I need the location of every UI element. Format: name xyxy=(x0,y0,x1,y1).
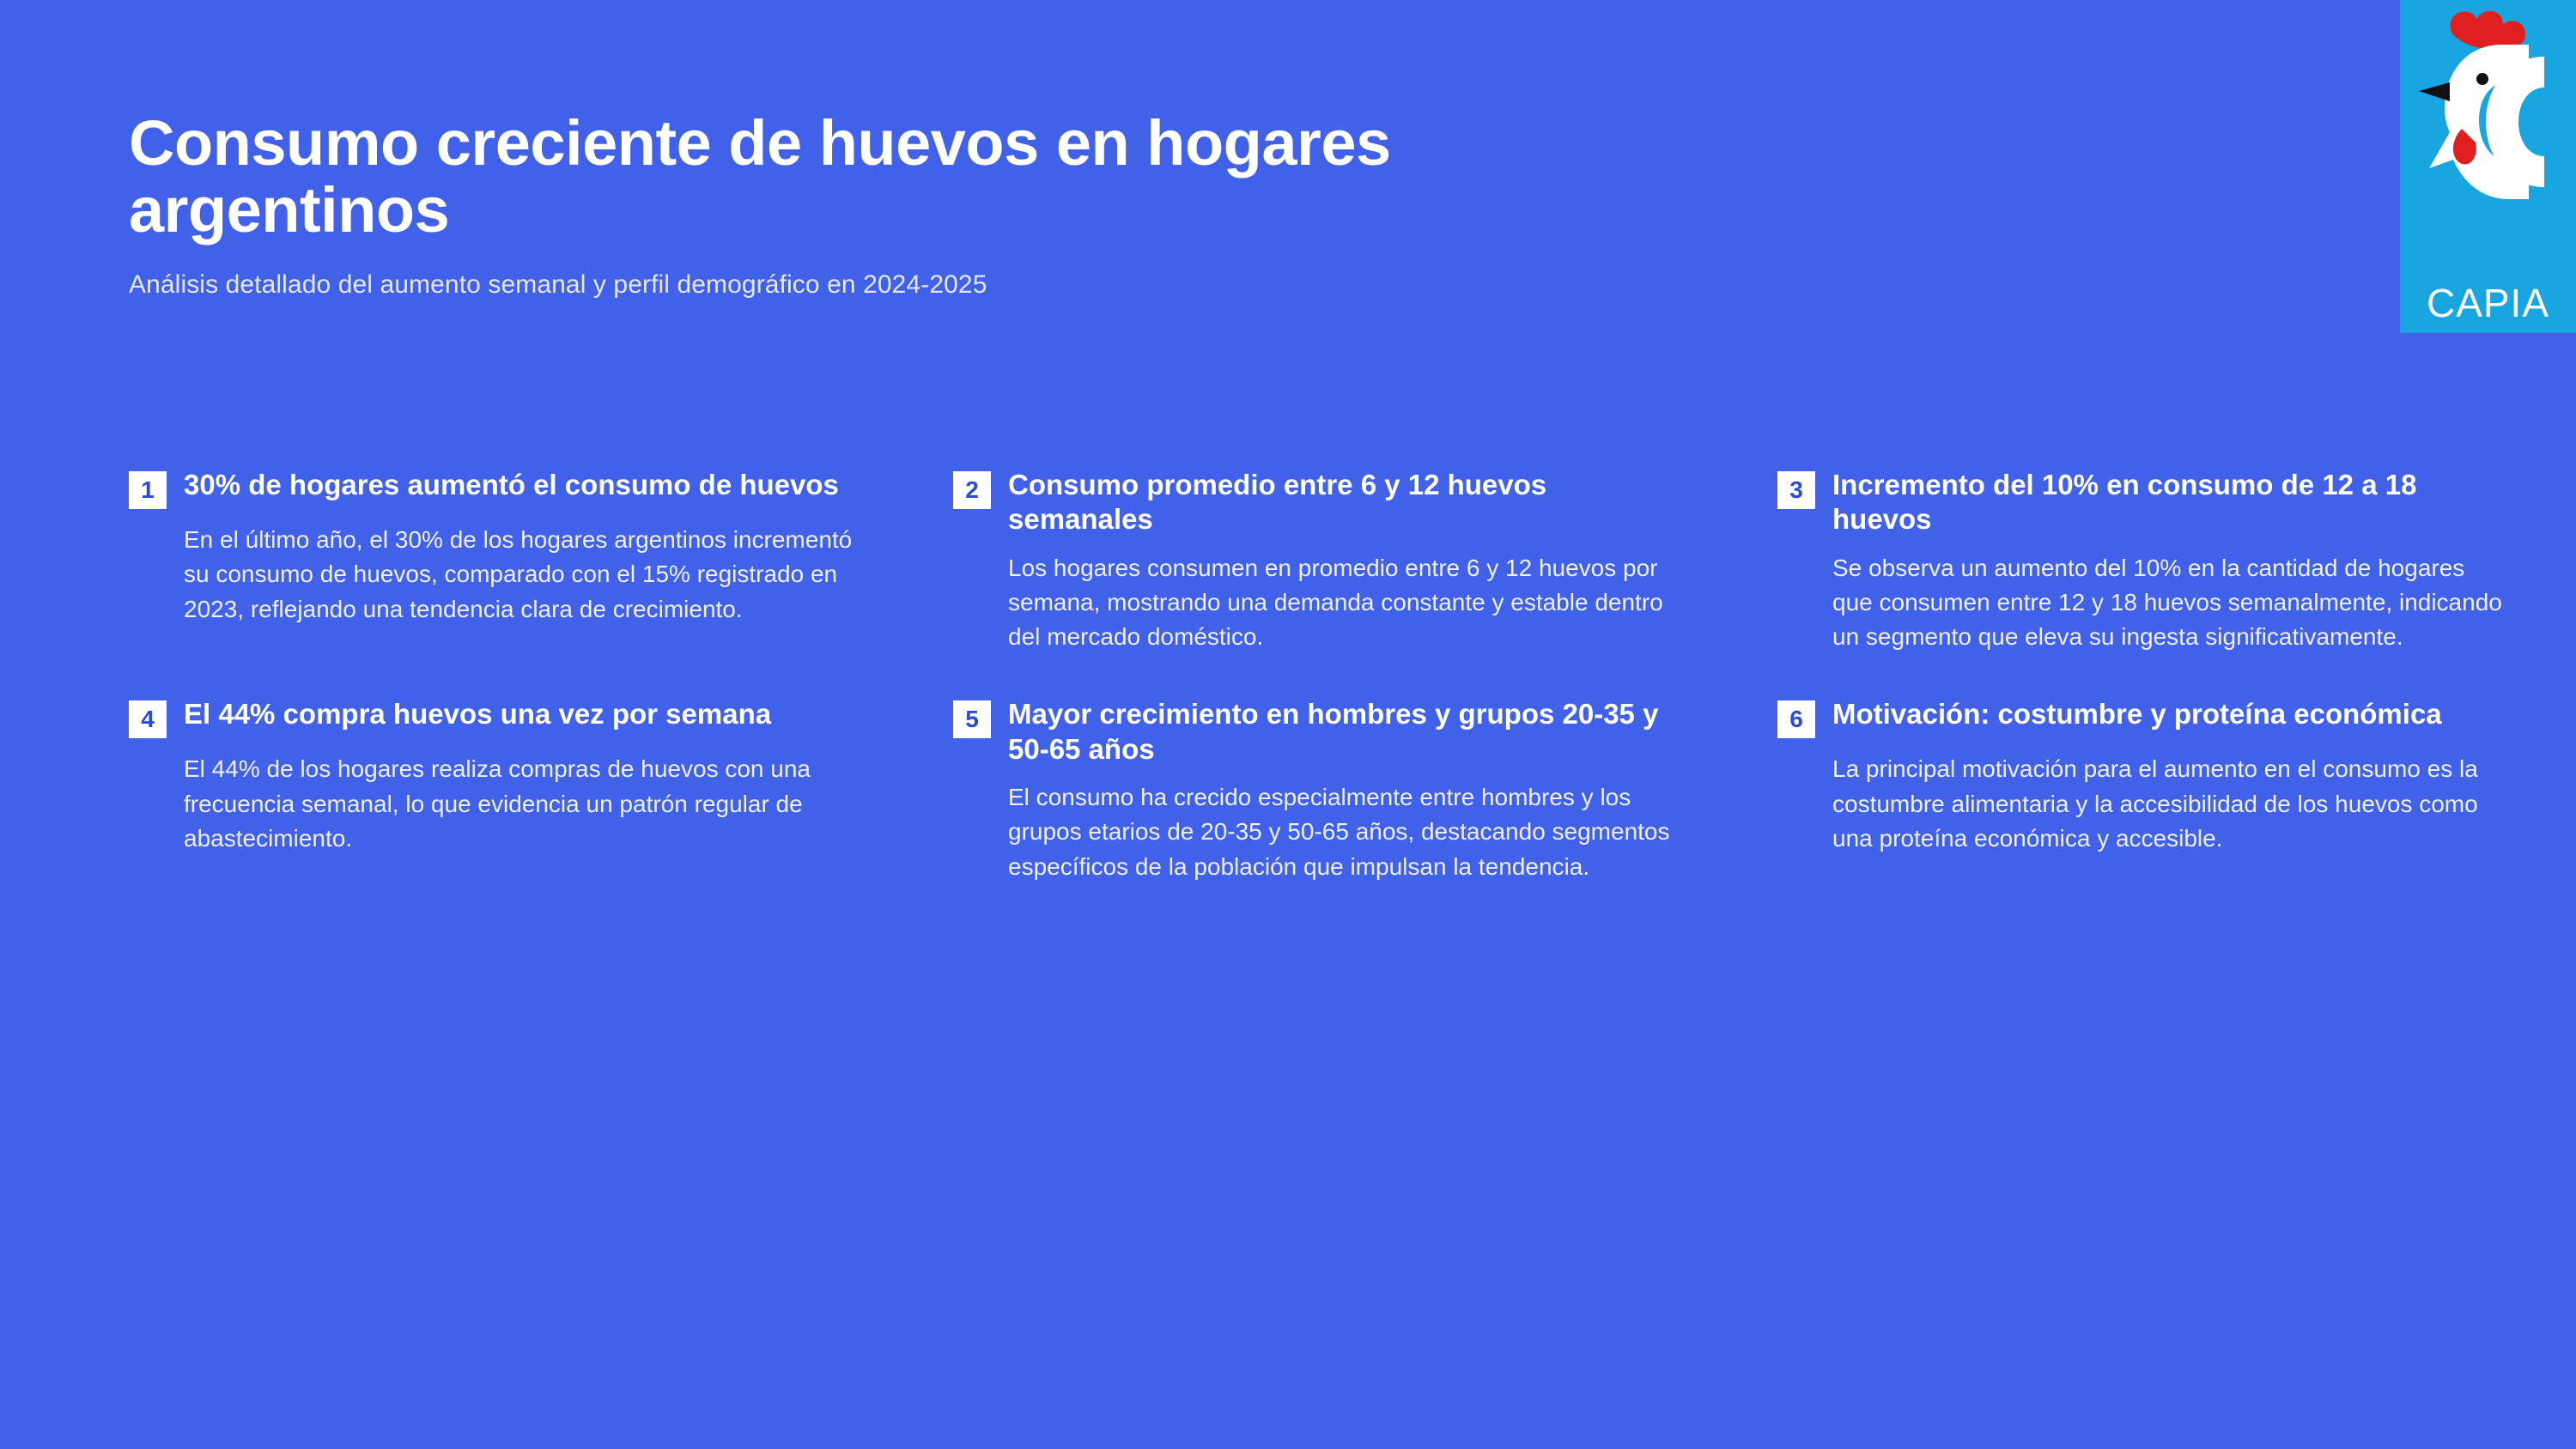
card-number-badge: 3 xyxy=(1777,471,1815,509)
card-title: 30% de hogares aumentó el consumo de huevos xyxy=(184,469,839,500)
insight-card xyxy=(953,697,1692,883)
card-header xyxy=(953,468,1692,537)
card-title: Motivación: costumbre y proteína económica xyxy=(1832,698,2442,731)
insight-card xyxy=(953,468,1692,654)
card-title: Incremento del 10% en consumo de 12 a 18 huevos xyxy=(1832,469,2417,536)
insight-grid xyxy=(129,468,2502,884)
card-header xyxy=(129,468,867,509)
insight-card xyxy=(129,697,867,883)
card-body: El consumo ha crecido especialmente entre hombres y los grupos etarios de 20-35 y 50-65 años, destacando segmentos específicos de la población que impulsan la tendencia. xyxy=(1008,783,1670,880)
card-number-badge: 2 xyxy=(953,471,991,509)
card-header xyxy=(1777,468,2516,537)
card-header xyxy=(953,697,1692,767)
card-body: La principal motivación para el aumento en el consumo es la costumbre alimentaria y la accesibilidad de los huevos como una proteína económica y accesible. xyxy=(1832,755,2478,852)
card-title: Mayor crecimiento en hombres y grupos 20-35 y 50-65 años xyxy=(1008,698,1659,765)
rooster-icon xyxy=(2400,0,2576,292)
card-body: En el último año, el 30% de los hogares argentinos incrementó su consumo de huevos, comparado con el 15% registrado en 2023, reflejando una tendencia clara de crecimiento. xyxy=(184,526,853,622)
capia-logo xyxy=(2400,0,2576,333)
card-number-badge: 1 xyxy=(129,471,167,509)
card-number-badge: 4 xyxy=(129,700,167,738)
card-body: Los hogares consumen en promedio entre 6 y 12 huevos por semana, mostrando una demanda constante y estable dentro del mercado doméstico. xyxy=(1008,554,1663,651)
header xyxy=(129,107,1760,300)
page-subtitle: Análisis detallado del aumento semanal y perfil demográfico en 2024-2025 xyxy=(129,270,987,299)
card-title: El 44% compra huevos una vez por semana xyxy=(184,698,772,731)
card-header xyxy=(129,697,867,738)
card-body: Se observa un aumento del 10% en la cantidad de hogares que consumen entre 12 y 18 huevos semanalmente, indicando un segmento que eleva su ingesta significativamente. xyxy=(1832,554,2502,651)
page-title: Consumo creciente de huevos en hogares argentinos xyxy=(129,107,1391,246)
logo-text: CAPIA xyxy=(2426,281,2550,325)
insight-card xyxy=(1777,468,2516,654)
card-body: El 44% de los hogares realiza compras de huevos con una frecuencia semanal, lo que evidencia un patrón regular de abastecimiento. xyxy=(184,755,811,852)
insight-card xyxy=(1777,697,2516,883)
card-number-badge: 6 xyxy=(1777,700,1815,738)
insight-card xyxy=(129,468,867,654)
card-title: Consumo promedio entre 6 y 12 huevos semanales xyxy=(1008,469,1547,536)
card-number-badge: 5 xyxy=(953,700,991,738)
card-header xyxy=(1777,697,2516,738)
